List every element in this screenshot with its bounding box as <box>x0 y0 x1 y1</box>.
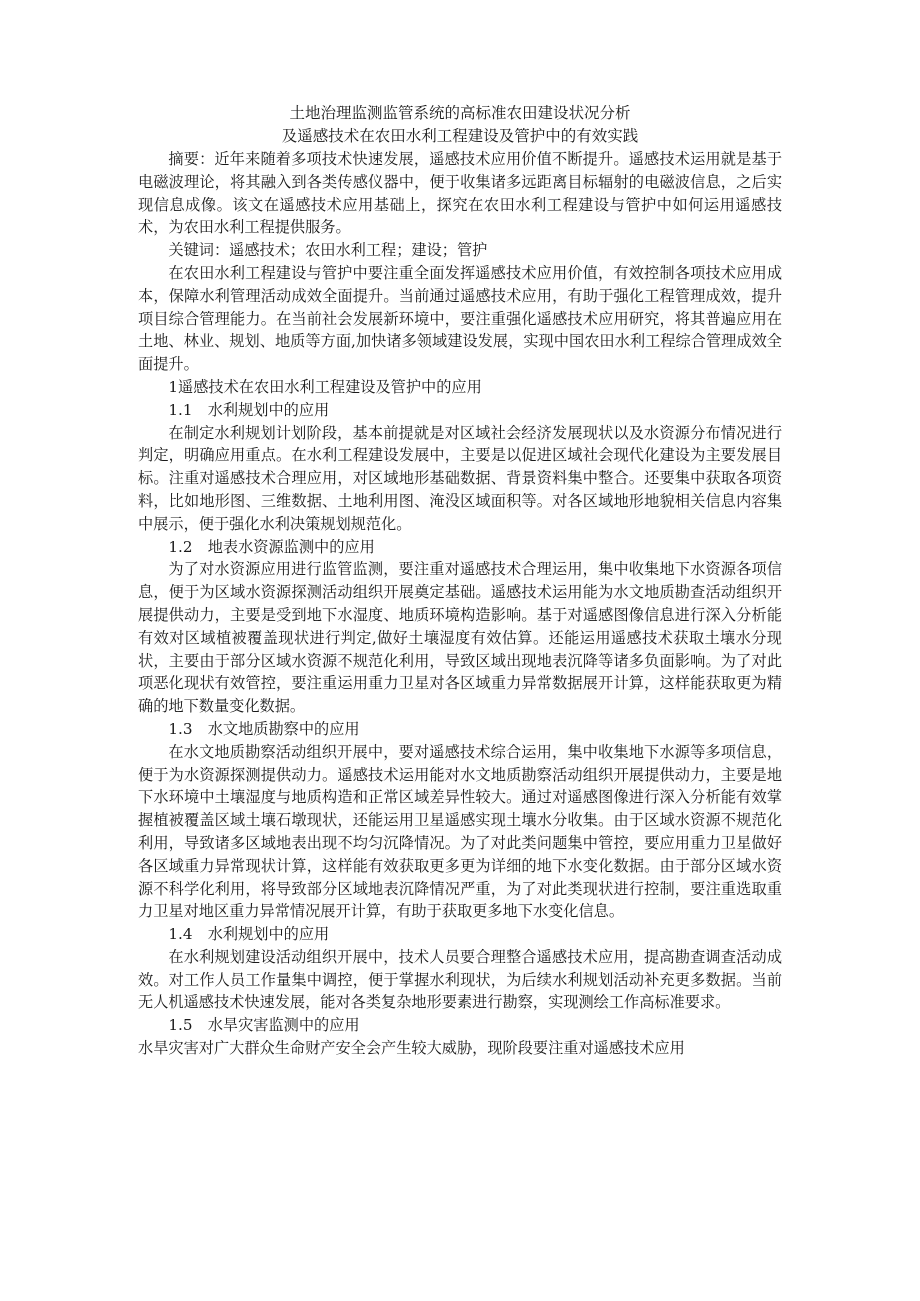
section-1-2-heading: 1.2 地表水资源监测中的应用 <box>168 537 375 556</box>
title-line-2: 及遥感技术在农田水利工程建设及管护中的有效实践 <box>281 127 639 145</box>
section-1-4-paragraph: 在水利规划建设活动组织开展中，技术人员要合理整合遥感技术应用，提高勘查调查活动成效。对工作人员工作量集中调控，便于掌握水利现状，为后续水利规划活动补充更多数据。当前无人机遥感技术快速发展，能对各类复杂地形要素进行勘察，实现测绘工作高标准要求。 <box>138 947 782 1012</box>
section-1-3-paragraph: 在水文地质勘察活动组织开展中，要对遥感技术综合运用，集中收集地下水源等多项信息，便于为水资源探测提供动力。遥感技术运用能对水文地质勘察活动组织开展提供动力，主要是地下水环境中土壤湿度与地质构造和正常区域差异性较大。通过对遥感图像进行深入分析能有效掌握植被覆盖区域土壤石墩现状，还能运用卫星遥感实现土壤水分收集。由于区域水资源不规范化利用，导致诸多区域地表出现不均匀沉降情况。为了对此类问题集中管控，要应用重力卫星做好各区域重力异常现状计算，这样能有效获取更多更为详细的地下水变化数据。由于部分区域水资源不科学化利用，将导致部分区域地表沉降情况严重，为了对此类现状进行控制，要注重选取重力卫星对地区重力异常情况展开计算，有助于获取更多地下水变化信息。 <box>138 742 782 921</box>
intro-paragraph: 在农田水利工程建设与管护中要注重全面发挥遥感技术应用价值，有效控制各项技术应用成本，保障水利管理活动成效全面提升。当前通过遥感技术应用，有助于强化工程管理成效，提升项目综合管理能力。在当前社会发展新环境中，要注重强化遥感技术应用研究，将其普遍应用在土地、林业、规划、地质等方面,加快诸多领域建设发展，实现中国农田水利工程综合管理成效全面提升。 <box>138 263 782 374</box>
title-line-1: 土地治理监测监管系统的高标准农田建设状况分析 <box>289 104 631 122</box>
section-1-4-heading: 1.4 水利规划中的应用 <box>168 925 330 944</box>
section-1-1-heading: 1.1 水利规划中的应用 <box>168 400 330 419</box>
section-1-3-heading: 1.3 水文地质勘察中的应用 <box>168 719 360 738</box>
section-1-heading: 1遥感技术在农田水利工程建设及管护中的应用 <box>168 377 482 396</box>
section-1-2-paragraph: 为了对水资源应用进行监管监测，要注重对遥感技术合理运用，集中收集地下水资源各项信息，便于为区域水资源探测活动组织开展奠定基础。遥感技术运用能为水文地质勘查活动组织开展提供动力，主要是受到地下水湿度、地质环境构造影响。基于对遥感图像信息进行深入分析能有效对区域植被覆盖现状进行判定,做好土壤湿度有效估算。还能运用遥感技术获取土壤水分现状，主要由于部分区域水资源不规范化利用，导致区域出现地表沉降等诸多负面影响。为了对此项恶化现状有效管控，要注重运用重力卫星对各区域重力异常数据展开计算，这样能获取更为精确的地下数量变化数据。 <box>138 560 782 716</box>
abstract-paragraph: 摘要：近年来随着多项技术快速发展，遥感技术应用价值不断提升。遥感技术运用就是基于电磁波理论，将其融入到各类传感仪器中，便于收集诸多远距离目标辐射的电磁波信息，之后实现信息成像。该文在遥感技术应用基础上，探究在农田水利工程建设与管护中如何运用遥感技术，为农田水利工程提供服务。 <box>138 150 782 237</box>
section-1-5-heading: 1.5 水旱灾害监测中的应用 <box>168 1016 360 1035</box>
section-1-1-paragraph: 在制定水利规划计划阶段，基本前提就是对区域社会经济发展现状以及水资源分布情况进行判定，明确应用重点。在水利工程建设发展中，主要是以促进区域社会现代化建设为主要发展目标。注重对遥感技术合理应用，对区域地形基础数据、背景资料集中整合。还要集中获取各项资料，比如地形图、三维数据、土地利用图、淹没区域面积等。对各区域地形地貌相关信息内容集中展示，便于强化水利决策规划规范化。 <box>138 423 782 533</box>
document-title <box>138 102 782 148</box>
keywords-paragraph: 关键词：遥感技术；农田水利工程；建设；管护 <box>168 241 488 260</box>
document-body <box>138 148 782 1060</box>
section-1-5-paragraph: 水旱灾害对广大群众生命财产安全会产生较大威胁，现阶段要注重对遥感技术应用 <box>138 1039 685 1058</box>
